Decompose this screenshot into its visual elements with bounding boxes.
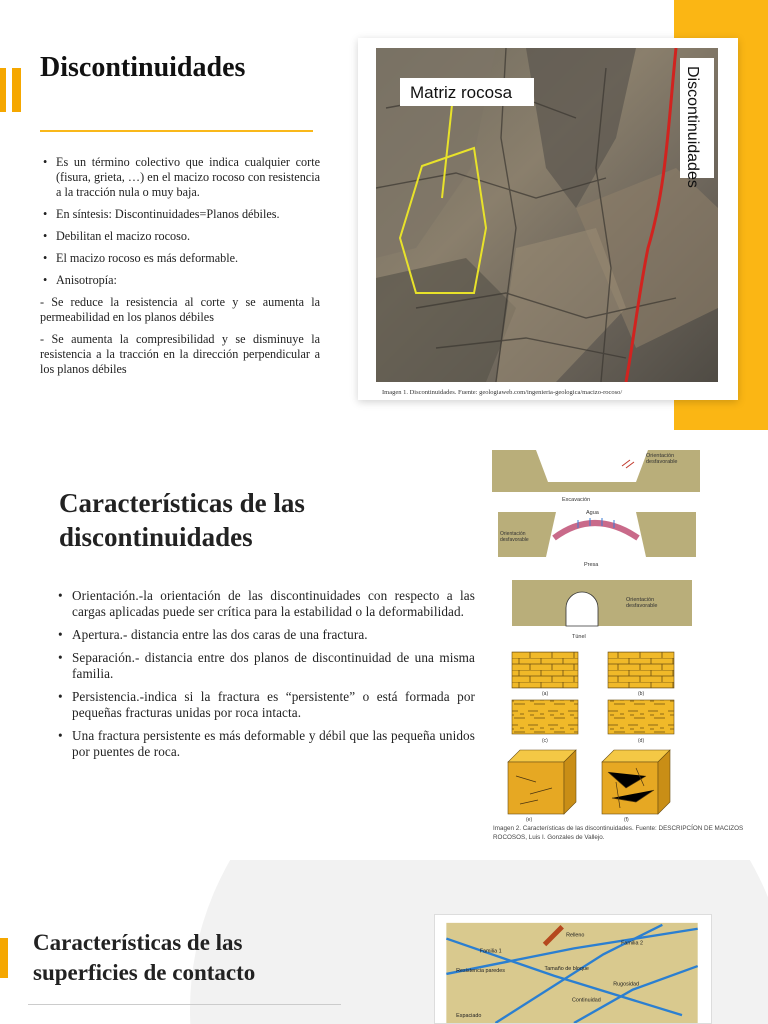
title-underline	[28, 1004, 341, 1005]
slide-title: Características de las discontinuidades	[59, 488, 305, 552]
svg-text:(e): (e)	[526, 817, 533, 822]
slide-superficies-contacto	[0, 860, 768, 1024]
rock-photo	[376, 48, 718, 382]
svg-text:Resistencia paredes: Resistencia paredes	[456, 967, 506, 974]
svg-text:Excavación: Excavación	[562, 497, 591, 503]
rock-photo-frame	[358, 38, 738, 400]
svg-text:desfavorable: desfavorable	[500, 537, 529, 543]
image-caption: Imagen 2. Características de las discontinuidades. Fuente: DESCRIPCÍON DE MACIZOS ROCOSOS, Luis I. Gonzales de Vallejo.	[493, 825, 744, 841]
bullet-item: • Anisotropía:	[43, 273, 117, 287]
bullet-item: • Debilitan el macizo rocoso.	[43, 229, 191, 243]
svg-text:Presa: Presa	[584, 562, 599, 568]
slide-discontinuidades	[0, 0, 768, 430]
svg-text:Agua: Agua	[586, 510, 599, 516]
slide-caracteristicas	[0, 430, 768, 860]
image-caption: Imagen 1. Discontinuidades. Fuente: geologiaweb.com/ingenieria-geologica/macizo-rocoso/	[382, 389, 623, 396]
bullet-item: • Persistencia.-indica si la fractura es “persistente” o está formada por pequeñas fracturas unidas por roca intacta.	[58, 689, 475, 720]
bullet-list	[58, 588, 475, 767]
svg-text:Tamaño de bloque: Tamaño de bloque	[544, 965, 589, 972]
label-discontinuidades: Discontinuidades	[684, 66, 701, 188]
svg-text:(d): (d)	[638, 738, 645, 744]
title-underline	[40, 130, 313, 132]
svg-text:Orientación: Orientación	[500, 531, 526, 537]
svg-text:Familia 2: Familia 2	[621, 940, 643, 947]
accent-bars-left	[0, 68, 22, 112]
svg-text:Familia 1: Familia 1	[479, 948, 502, 955]
svg-text:(a): (a)	[542, 691, 549, 697]
svg-text:(f): (f)	[624, 817, 629, 822]
svg-text:(b): (b)	[638, 691, 645, 697]
accent-bar-left	[0, 938, 8, 978]
svg-text:Túnel: Túnel	[572, 634, 586, 640]
bullet-item: • Separación.- distancia entre dos planos de discontinuidad de una misma familia.	[58, 650, 475, 681]
bullet-list	[40, 155, 320, 384]
svg-text:desfavorable: desfavorable	[626, 603, 658, 609]
slide-title: Discontinuidades	[40, 52, 246, 83]
svg-text:Espaciado: Espaciado	[456, 1013, 482, 1020]
characteristics-figure	[486, 442, 710, 822]
bullet-item: • El macizo rocoso es más deformable.	[43, 251, 239, 265]
svg-text:(c): (c)	[542, 738, 548, 744]
svg-text:desfavorable: desfavorable	[646, 459, 678, 465]
bullet-item: • Es un término colectivo que indica cualquier corte (fisura, grieta, …) en el macizo rocoso con resistencia a la tracción nula o muy baja.	[43, 155, 320, 199]
paragraph: - Se reduce la resistencia al corte y se aumenta la permeabilidad en los planos débiles	[40, 295, 320, 324]
svg-text:Orientación: Orientación	[646, 453, 675, 459]
paragraph: - Se aumenta la compresibilidad y se disminuye la resistencia a la tracción en la dirección perpendicular a los planos débiles	[40, 332, 320, 376]
svg-text:Relleno: Relleno	[566, 932, 585, 939]
svg-text:Rugosidad: Rugosidad	[613, 981, 640, 988]
svg-text:Continuidad: Continuidad	[572, 997, 601, 1004]
svg-text:Orientación: Orientación	[626, 597, 655, 603]
bullet-item: • Apertura.- distancia entre las dos caras de una fractura.	[58, 627, 368, 642]
label-matriz-rocosa: Matriz rocosa	[410, 83, 513, 102]
slide-title: Características de las superficies de contacto	[33, 930, 256, 985]
contact-surfaces-figure	[434, 914, 712, 1024]
bullet-item: • Una fractura persistente es más deformable y débil que las pequeña unidos por puentes de roca.	[58, 728, 475, 759]
bullet-item: • En síntesis: Discontinuidades=Planos débiles.	[43, 207, 280, 221]
bullet-item: • Orientación.-la orientación de las discontinuidades con respecto a las cargas aplicadas puede ser crítica para la estabilidad o la deformabilidad.	[58, 588, 475, 619]
